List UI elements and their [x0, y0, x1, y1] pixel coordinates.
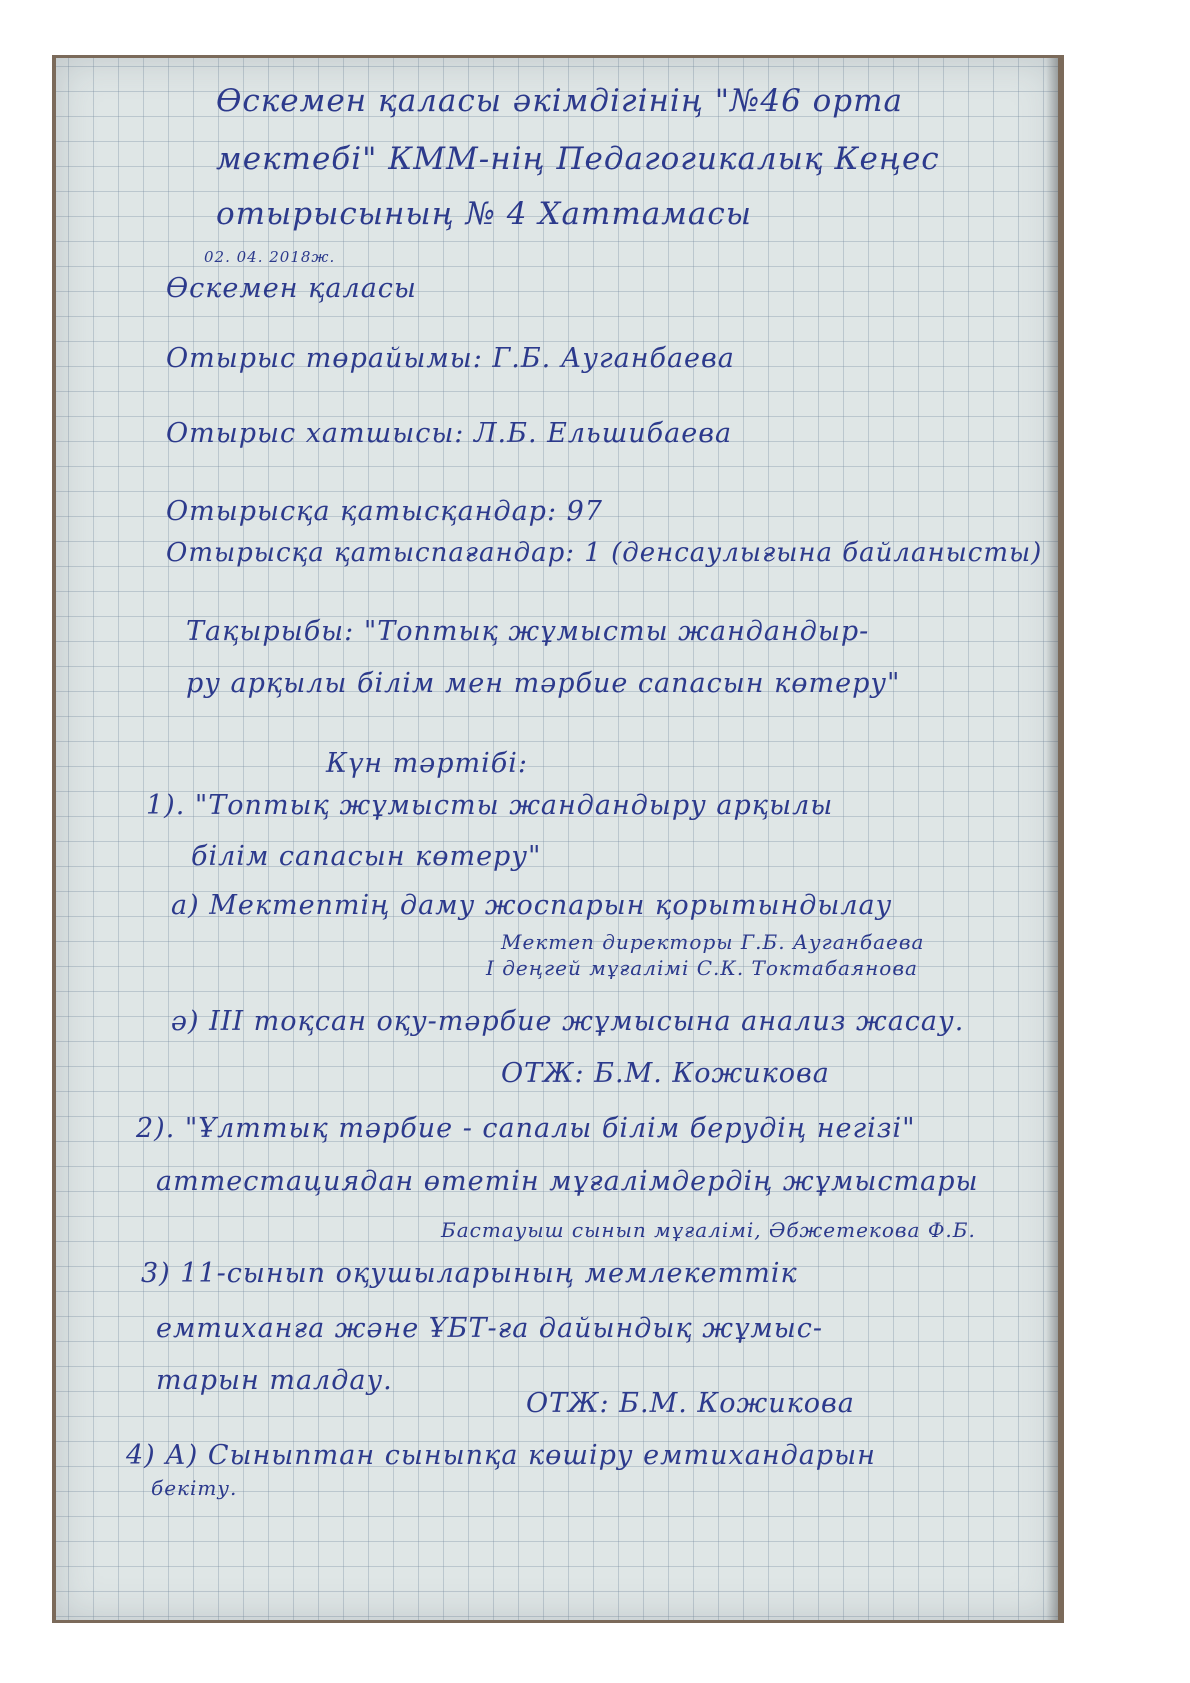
agenda-item-1a-responsible-2: І деңгей мұғалімі С.К. Токтабаянова: [486, 956, 918, 980]
secretary-line: Отырыс хатшысы: Л.Б. Ельшибаева: [166, 418, 733, 449]
header-line-2: мектебі" КММ-нің Педагогикалық Кеңес: [216, 141, 940, 177]
agenda-item-4-line-2: бекіту.: [151, 1476, 238, 1500]
header-line-1: Өскемен қаласы әкімдігінің "№46 орта: [216, 83, 904, 119]
topic-line-2: ру арқылы білім мен тәрбие сапасын көтеру": [186, 668, 901, 699]
notebook-page: [56, 58, 1058, 1620]
agenda-item-1b-responsible: ОТЖ: Б.М. Кожикова: [501, 1058, 830, 1089]
agenda-item-1b: ә) ІІІ тоқсан оқу-тәрбие жұмысына анализ жасау.: [171, 1006, 965, 1037]
agenda-item-1a-responsible-1: Мектеп директоры Г.Б. Ауганбаева: [501, 930, 925, 954]
agenda-item-1-line-2: білім сапасын көтеру": [191, 841, 542, 872]
chair-line: Отырыс төрайымы: Г.Б. Ауганбаева: [166, 343, 735, 374]
agenda-item-3-line-3: тарын талдау.: [156, 1365, 393, 1396]
agenda-item-3-line-2: емтиханға және ҰБТ-ға дайындық жұмыс-: [156, 1313, 824, 1344]
city-line: Өскемен қаласы: [166, 273, 417, 304]
absent-line: Отырысқа қатыспағандар: 1 (денсаулығына байланысты): [166, 538, 1043, 568]
page-edge-shadow: [1046, 58, 1058, 1620]
agenda-item-2-line-1: 2). "Ұлттық тәрбие - сапалы білім берудің негізі": [136, 1113, 916, 1144]
agenda-title: Күн тәртібі:: [326, 748, 528, 779]
agenda-item-2-line-2: аттестациядан өтетін мұғалімдердің жұмыстары: [156, 1166, 979, 1197]
agenda-item-3-responsible: ОТЖ: Б.М. Кожикова: [526, 1388, 855, 1419]
topic-line-1: Тақырыбы: "Топтық жұмысты жандандыр-: [186, 616, 870, 647]
agenda-item-3-line-1: 3) 11-сынып оқушыларының мемлекеттік: [141, 1258, 798, 1289]
present-line: Отырысқа қатысқандар: 97: [166, 496, 603, 527]
agenda-item-1a: а) Мектептің даму жоспарын қорытындылау: [171, 890, 893, 921]
agenda-item-1-line-1: 1). "Топтық жұмысты жандандыру арқылы: [146, 790, 834, 821]
header-line-3: отырысының № 4 Хаттамасы: [216, 196, 752, 232]
agenda-item-2-responsible: Бастауыш сынып мұғалімі, Әбжетекова Ф.Б.: [441, 1218, 976, 1242]
agenda-item-4-line-1: 4) А) Сыныптан сыныпқа көшіру емтихандарын: [126, 1440, 876, 1471]
protocol-date: 02. 04. 2018ж.: [204, 248, 336, 266]
